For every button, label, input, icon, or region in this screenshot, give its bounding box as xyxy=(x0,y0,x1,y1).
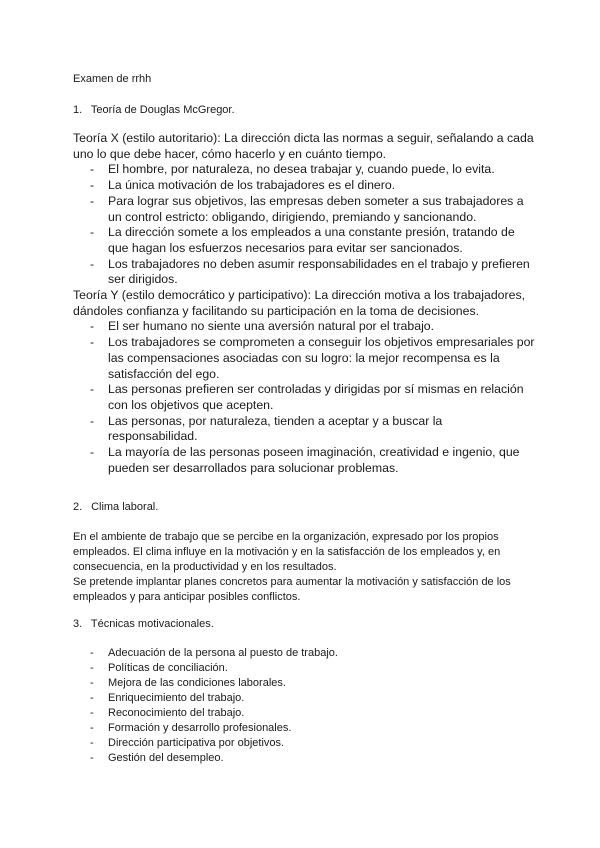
theory-x-list xyxy=(73,162,535,288)
section-1-body xyxy=(73,131,535,476)
document-title: Examen de rrhh xyxy=(73,73,152,85)
list-item: - Las personas prefieren ser controladas y dirigidas por sí mismas en relación con los objetivos que acepten. xyxy=(90,382,524,412)
list-item: - El hombre, por naturaleza, no desea trabajar y, cuando puede, lo evita. xyxy=(90,162,495,177)
list-item: - La mayoría de las personas poseen imaginación, creatividad e ingenio, que pueden ser desarrollados para solucionar problemas. xyxy=(90,445,520,475)
theory-x-intro: Teoría X (estilo autoritario): La dirección dicta las normas a seguir, señalando a cada uno lo que debe hacer, cómo hacerlo y en cuánto tiempo. xyxy=(73,131,534,161)
list-item: - Los trabajadores no deben asumir responsabilidades en el trabajo y prefieren ser dirigidos. xyxy=(90,256,530,287)
section-1-title: Teoría de Douglas McGregor. xyxy=(90,104,235,116)
theory-y-intro: Teoría Y (estilo democrático y participativo): La dirección motiva a los trabajadores, dándoles confianza y facilitando su participación en la toma de decisiones. xyxy=(73,288,526,318)
list-item: - Mejora de las condiciones laborales. xyxy=(90,677,286,689)
list-item: - Adecuación de la persona al puesto de trabajo. xyxy=(90,647,338,659)
list-item: - Enriquecimiento del trabajo. xyxy=(90,692,245,704)
list-item: - Formación y desarrollo profesionales. xyxy=(90,722,292,734)
list-item: - La única motivación de los trabajadores es el dinero. xyxy=(90,178,396,193)
clima-paragraph-1: En el ambiente de trabajo que se percibe en la organización, expresado por los propios empleados. El clima influye en la motivación y en la satisfacción de los empleados y, en consecuencia, en la productividad y en los resultados. xyxy=(73,531,501,573)
theory-y-list xyxy=(73,319,535,476)
list-item: - Políticas de conciliación. xyxy=(90,662,228,674)
list-item: - Las personas, por naturaleza, tienden a aceptar y a buscar la responsabilidad. xyxy=(90,413,443,444)
section-3-number: 3. xyxy=(73,618,83,630)
list-item: - Para lograr sus objetivos, las empresas deben someter a sus trabajadores a un control estricto: obligando, dirigiendo, premiando y sancionando. xyxy=(90,193,524,224)
clima-paragraph-2: Se pretende implantar planes concretos para aumentar la motivación y satisfacción de los empleados y para anticipar posibles conflictos. xyxy=(73,576,511,603)
section-2-heading xyxy=(73,500,158,515)
list-item: - Gestión del desempleo. xyxy=(90,752,224,764)
list-item: - El ser humano no siente una aversión natural por el trabajo. xyxy=(90,319,435,334)
list-item: - Dirección participativa por objetivos. xyxy=(90,737,285,749)
list-item: - La dirección somete a los empleados a una constante presión, tratando de que hagan los esfuerzos necesarios para evitar ser sancionados. xyxy=(90,225,515,255)
section-1-heading xyxy=(73,103,235,118)
section-2-title: Clima laboral. xyxy=(91,501,159,513)
section-2-number: 2. xyxy=(73,501,83,513)
section-3-heading xyxy=(73,617,214,632)
list-item: - Reconocimiento del trabajo. xyxy=(90,707,245,719)
section-3-title: Técnicas motivacionales. xyxy=(90,618,214,630)
section-2-body xyxy=(73,530,543,605)
section-1-number: 1. xyxy=(73,104,83,116)
tecnicas-list xyxy=(73,646,473,766)
list-item: - Los trabajadores se comprometen a conseguir los objetivos empresariales por las compensaciones asociadas con su logro: la mejor recompensa es la satisfacción del ego. xyxy=(90,335,535,381)
